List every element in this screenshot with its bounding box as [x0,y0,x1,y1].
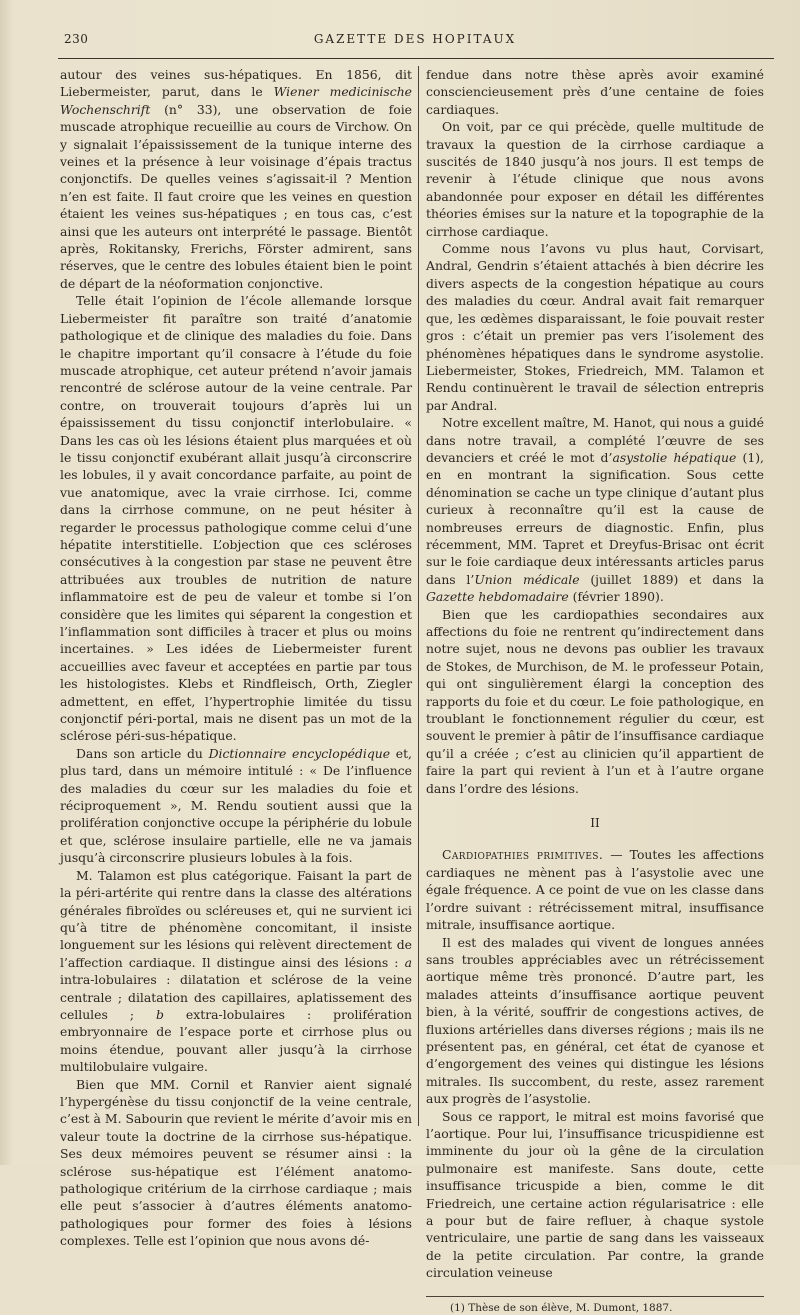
paragraph: Telle était l’opinion de l’école allemande lorsque Liebermeister fit paraître son traité d’anatomie pathologique et de clinique des maladies du foie. Dans le chapitre important qu’il consacre à l’étude du foie muscade atrophique, cet auteur prétend n’avoir jamais rencontré de sclérose autour de la veine centrale. Par contre, on trouverait toujours d’après lui un épaississement du tissu conjonctif interlobulaire. « Dans les cas où les lésions étaient plus marquées et où le tissu conjonctif exubérant allait jusqu’à circonscrire les lobules, il y avait concordance parfaite, au point de vue anatomique, avec la vraie cirrhose. Ici, comme dans la cirrhose commune, on ne peut hésiter à regarder le processus pathologique comme celui d’une hépatite interstitielle. L’objection que ces scléroses consécutives à la congestion par stase ne peuvent être attribuées aux troubles de nutrition de nature inflammatoire est de peu de valeur et tombe si l’on considère que les limites qui séparent la congestion et l’inflammation sont difficiles à tracer et plus ou moins incertaines. » Les idées de Liebermeister furent accueillies avec faveur et acceptées en partie par tous les histologistes. Klebs et Rindfleisch, Orth, Ziegler admettent, en effet, l’hypertrophie limitée du tissu conjonctif péri-portal, mais ne disent pas un mot de la sclérose péri-sus-hépatique. [60,293,412,744]
right-column [426,66,764,1315]
book-reference: Dictionnaire encyclopédique [208,745,391,761]
paragraph: Bien que les cardiopathies secondaires aux affections du foie ne rentrent qu’indirectement dans notre sujet, nous ne devons pas oublier les travaux de Stokes, de Murchison, de M. le professeur Potain, qui ont singulièrement élargi la conception des rapports du foie et du cœur. Le foie pathologique, en troublant le fonctionnement régulier du cœur, est souvent le premier à pâtir de l’insuffisance cardiaque qu’il a créée ; c’est au clinicien qu’il appartient de faire la part qui revient à l’un et à l’autre organe dans l’ordre des lésions. [426,606,764,796]
paragraph: Cardiopathies primitives. — Toutes les affections cardiaques ne mènent pas à l’asystolie avec une égale fréquence. A ce point de vue on les classe dans l’ordre suivant : rétrécissement mitral, insuffisance mitrale, insuffisance aortique. [426,847,764,933]
paragraph: On voit, par ce qui précède, quelle multitude de travaux la question de la cirrhose cardiaque a suscités de 1840 jusqu’à nos jours. Il est temps de revenir à l’étude clinique que nous avons abandonnée pour exposer en détail les différentes théories émises sur la nature et la topographie de la cirrhose cardiaque. [426,119,764,239]
paragraph: Notre excellent maître, M. Hanot, qui nous a guidé dans notre travail, a complété l’œuvre de ses devanciers et créé le mot d’asystolie hépatique (1), en en montrant la signification. Sous cette dénomination se cache un type clinique d’autant plus curieux à reconnaître qu’il est la cause de nombreuses erreurs de diagnostic. Enfin, plus récemment, MM. Tapret et Dreyfus-Brisac ont écrit sur le foie cardiaque deux intéressants articles parus dans l’Union médicale (juillet 1889) et dans la Gazette hebdomadaire (février 1890). [426,415,764,605]
section-heading: Cardiopathies primitives. [442,847,604,863]
paragraph: fendue dans notre thèse après avoir examiné consciencieusement près d’une centaine de foies cardiaques. [426,67,764,117]
footnote: (1) Thèse de son élève, M. Dumont, 1887. [450,1301,673,1314]
page-header [60,30,770,54]
paragraph: Dans son article du Dictionnaire encyclopédique et, plus tard, dans un mémoire intitulé : « De l’influence des maladies du cœur sur les maladies du foie et réciproquement », M. Rendu soutient aussi que la prolifération conjonctive occupe la périphérie du lobule et que, sclérose insulaire partielle, elle ne va jamais jusqu’à circonscrire plusieurs lobules à la fois. [60,745,412,866]
paragraph: Comme nous l’avons vu plus haut, Corvisart, Andral, Gendrin s’étaient attachés à bien décrire les divers aspects de la congestion hépatique au cours des maladies du cœur. Andral avait fait remarquer que, les œdèmes disparaissant, le foie pouvait rester gros : c’était un premier pas vers l’isolement des phénomènes hépatiques dans le syndrome asystolie. Liebermeister, Stokes, Friedreich, MM. Talamon et Rendu continuèrent le travail de sélection entrepris par Andral. [426,241,764,413]
journal-title: GAZETTE DES HOPITAUX [313,32,517,46]
page-number: 230 [64,32,89,46]
paragraph: Il est des malades qui vivent de longues années sans troubles appréciables avec un rétrécissement aortique même très prononcé. D’autre part, les malades atteints d’insuffisance aortique peuvent bien, à la vérité, souffrir de congestions actives, de fluxions artérielles dans diverses régions ; mais ils ne présentent pas, en général, cet état de cyanose et d’engorgement des veines qui distingue les lésions mitrales. Ils succombent, du reste, assez rarement aux progrès de l’asystolie. [426,934,764,1107]
paragraph: Bien que MM. Cornil et Ranvier aient signalé l’hypergénèse du tissu conjonctif de la veine centrale, c’est à M. Sabourin que revient le mérite d’avoir mis en valeur toute la doctrine de la cirrhose sus-hépatique. Ses deux mémoires peuvent se résumer ainsi : la sclérose sus-hépatique est l’élément anatomo-pathologique critérium de la cirrhose cardiaque ; mais elle peut s’associer à d’autres éléments anatomo-pathologiques pour former des foies à lésions complexes. Telle est l’opinion que nous avons dé- [60,1076,412,1249]
paragraph: autour des veines sus-hépatiques. En 1856, dit Liebermeister, parut, dans le Wiener medicinische Wochenschrift (n° 33), une observation de foie muscade atrophique recueillie au cours de Virchow. On y signalait l’épaississement de la tunique interne des veines et la présence à leur voisinage d’épais tractus conjonctifs. De quelles veines s’agissait-il ? Mention n’en est faite. Il faut croire que les veines en question étaient les veines sus-hépatiques ; en tous cas, c’est ainsi que les auteurs ont interprété le passage. Bientôt après, Rokitansky, Frerichs, Förster admirent, sans réserves, que le centre des lobules étaient bien le point de départ de la néoformation conjonctive. [60,67,413,291]
left-column [60,66,412,1250]
paragraph: Sous ce rapport, le mitral est moins favorisé que l’aortique. Pour lui, l’insuffisance tricuspidienne est imminente du jour où la gêne de la circulation pulmonaire est manifeste. Sans doute, cette insuffisance tricuspide a bien, comme le dit Friedreich, une certaine action régularisatrice : elle a pour but de faire refluer, à chaque systole ventriculaire, une partie de sang dans les vaisseaux de la petite circulation. Par contre, la grande circulation veineuse [426,1108,764,1281]
journal-reference: Wiener medicinische Wochenschrift [60,84,413,117]
paragraph: M. Talamon est plus catégorique. Faisant la part de la péri-artérite qui rentre dans la classe des altérations générales fibroïdes ou scléreuses et, qui ne survient ici qu’à titre de phénomène concomitant, il insiste longuement sur les lésions qui relèvent directement de l’affection cardiaque. Il distingue ainsi des lésions : a intra-lobulaires : dilatation et sclérose de la veine centrale ; dilatation des capillaires, aplatissement des cellules ; b extra-lobulaires : prolifération embryonnaire de l’espace porte et cirrhose plus ou moins étendue, pouvant aller jusqu’à la cirrhose multilobulaire vulgaire. [60,867,412,1075]
footnote-rule [426,1296,764,1297]
section-number: II [590,816,600,831]
column-divider [418,66,419,1126]
header-rule [58,58,774,59]
